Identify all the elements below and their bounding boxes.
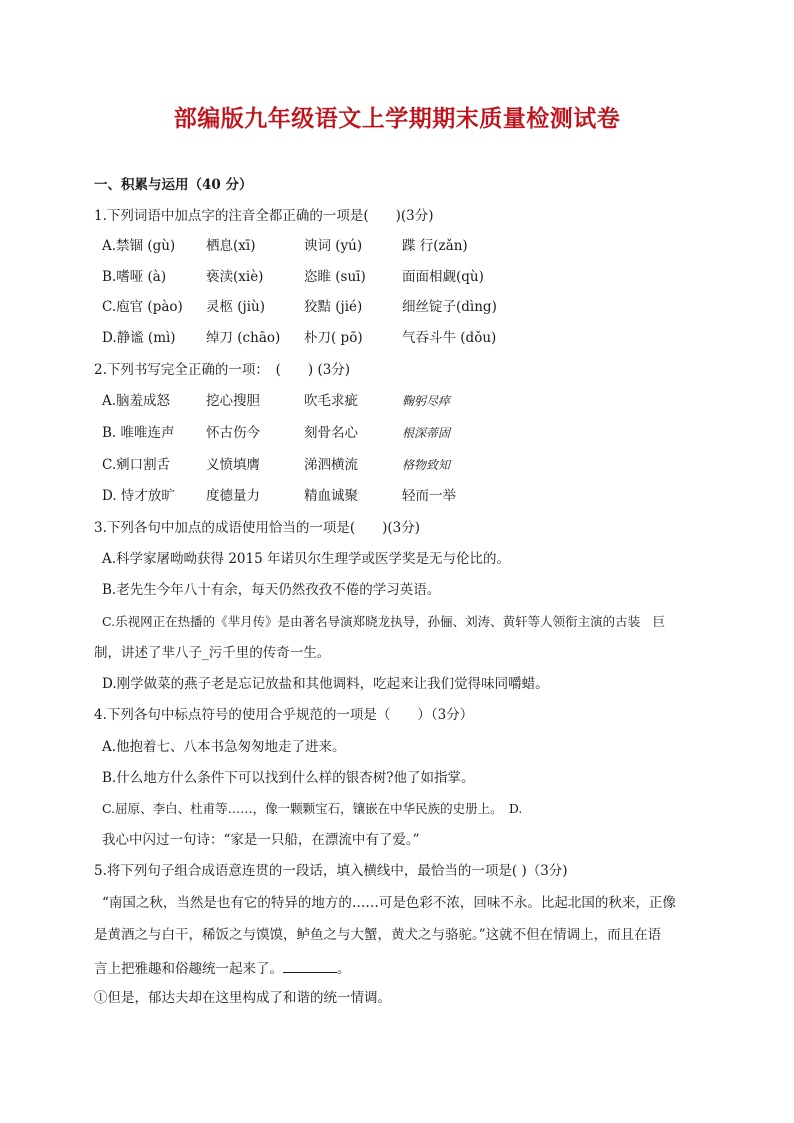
question-5-passage-line (94, 958, 351, 978)
option-cell: 狡黠 (jié) (304, 299, 363, 315)
option-cell: 鞠躬尽瘁 (402, 394, 451, 408)
section-heading: 一、积累与运用（40 分） (94, 177, 253, 193)
option-cell: 面面相觑(qù) (402, 269, 484, 285)
option-cell: 细丝锭子(dìng) (402, 299, 497, 315)
passage-text: 言上把雅趣和俗趣统一起来了。 (94, 961, 283, 977)
option-cell: B. 唯唯连声 (102, 425, 175, 441)
option-cell: B.嗜哑 (à) (102, 269, 167, 285)
question-4-option-c: C.屈原、李白、杜甫等……，像一颗颗宝石，镶嵌在中华民族的史册上。 D. (102, 801, 523, 816)
option-cell: 刻骨名心 (304, 425, 358, 441)
question-1-row-c (102, 298, 497, 316)
option-cell: 格物致知 (402, 458, 451, 472)
option-cell: 轻而一举 (402, 488, 456, 504)
option-cell: 精血诚聚 (304, 488, 358, 504)
question-2-row-c (102, 456, 450, 474)
question-1-row-d (102, 329, 496, 347)
question-2-stem: 2.下列书写完全正确的一项： ( ) (3分) (94, 362, 351, 378)
option-cell: A.脑羞成怒 (102, 393, 171, 409)
question-3-option-c: C.乐视网正在热播的《芈月传》是由著名导演郑晓龙执导，孙俪、刘涛、黄轩等人领衔主演的古装 巨 (102, 614, 666, 629)
question-5-item-1: ①但是，郁达夫却在这里构成了和谐的统一情调。 (94, 990, 391, 1006)
answer-blank[interactable] (283, 958, 337, 973)
option-cell: D.静谧 (mì) (102, 330, 176, 346)
question-1-row-a (102, 237, 468, 255)
option-cell: 绰刀 (chāo) (206, 330, 281, 346)
option-cell: 涕泗横流 (304, 457, 358, 473)
question-5-passage-line: “南国之秋，当然是也有它的特异的地方的……可是色彩不浓，回味不永。比起北国的秋来，正像 (102, 895, 676, 911)
option-cell: A.禁锢 (gù) (102, 238, 176, 254)
question-2-row-a (102, 392, 450, 410)
option-cell: 度德量力 (206, 488, 260, 504)
question-5-stem: 5.将下列句子组合成语意连贯的一段话，填入横线中，最恰当的一项是( )（3分) (94, 863, 568, 879)
question-4-option-d: 我心中闪过一句诗：“家是一只船，在漂流中有了爱。” (102, 832, 420, 848)
option-cell: D. 恃才放旷 (102, 488, 175, 504)
question-3-option-a: A.科学家屠呦呦获得 2015 年诺贝尔生理学或医学奖是无与伦比的。 (102, 551, 510, 567)
question-4-option-b: B.什么地方什么条件下可以找到什么样的银杏树?他了如指掌。 (102, 770, 475, 786)
option-cell: 灵柩 (jiù) (206, 299, 266, 315)
question-3-stem: 3.下列各句中加点的成语使用恰当的一项是( )(3分) (94, 520, 421, 536)
option-cell: 挖心搜胆 (206, 393, 260, 409)
option-cell: C.庖官 (pào) (102, 299, 183, 315)
option-cell: 栖息(xī) (206, 238, 256, 254)
option-cell: 义愤填膺 (206, 457, 260, 473)
question-2-row-b (102, 424, 450, 442)
option-cell: 吹毛求疵 (304, 393, 358, 409)
option-cell: 蹀 行(zǎn) (402, 238, 468, 254)
question-4-stem: 4.下列各句中标点符号的使用合乎规范的一项是（ ）（3分） (94, 707, 474, 723)
question-3-option-c-cont: 制，讲述了芈八子_污千里的传奇一生。 (94, 645, 331, 661)
question-5-passage-line: 是黄酒之与白干，稀饭之与馍馍，鲈鱼之与大蟹，黄犬之与骆驼。”这就不但在情调上，而且在语 (94, 927, 662, 943)
question-1-stem: 1.下列词语中加点字的注音全都正确的一项是( )(3分) (94, 208, 434, 224)
question-2-row-d (102, 487, 456, 505)
option-cell: C.剜口割舌 (102, 457, 171, 473)
question-4-option-a: A.他抱着七、八本书急匆匆地走了进来。 (102, 739, 346, 755)
option-cell: 朴刀( pō) (304, 330, 363, 346)
passage-text: 。 (337, 961, 351, 977)
option-cell: 亵渎(xiè) (206, 269, 264, 285)
question-3-option-b: B.老先生今年八十有余，每天仍然孜孜不倦的学习英语。 (102, 582, 441, 598)
option-cell: 谀词 (yú) (304, 238, 363, 254)
option-cell: 根深蒂固 (402, 426, 451, 440)
option-cell: 怀古伤今 (206, 425, 260, 441)
exam-title: 部编版九年级语文上学期期末质量检测试卷 (173, 105, 621, 132)
option-cell: 气吞斗牛 (dǒu) (402, 330, 497, 346)
question-3-option-d: D.刚学做菜的燕子老是忘记放盐和其他调料，吃起来让我们觉得味同嚼蜡。 (102, 676, 549, 692)
option-cell: 恣睢 (suī) (304, 269, 366, 285)
question-1-row-b (102, 268, 484, 286)
